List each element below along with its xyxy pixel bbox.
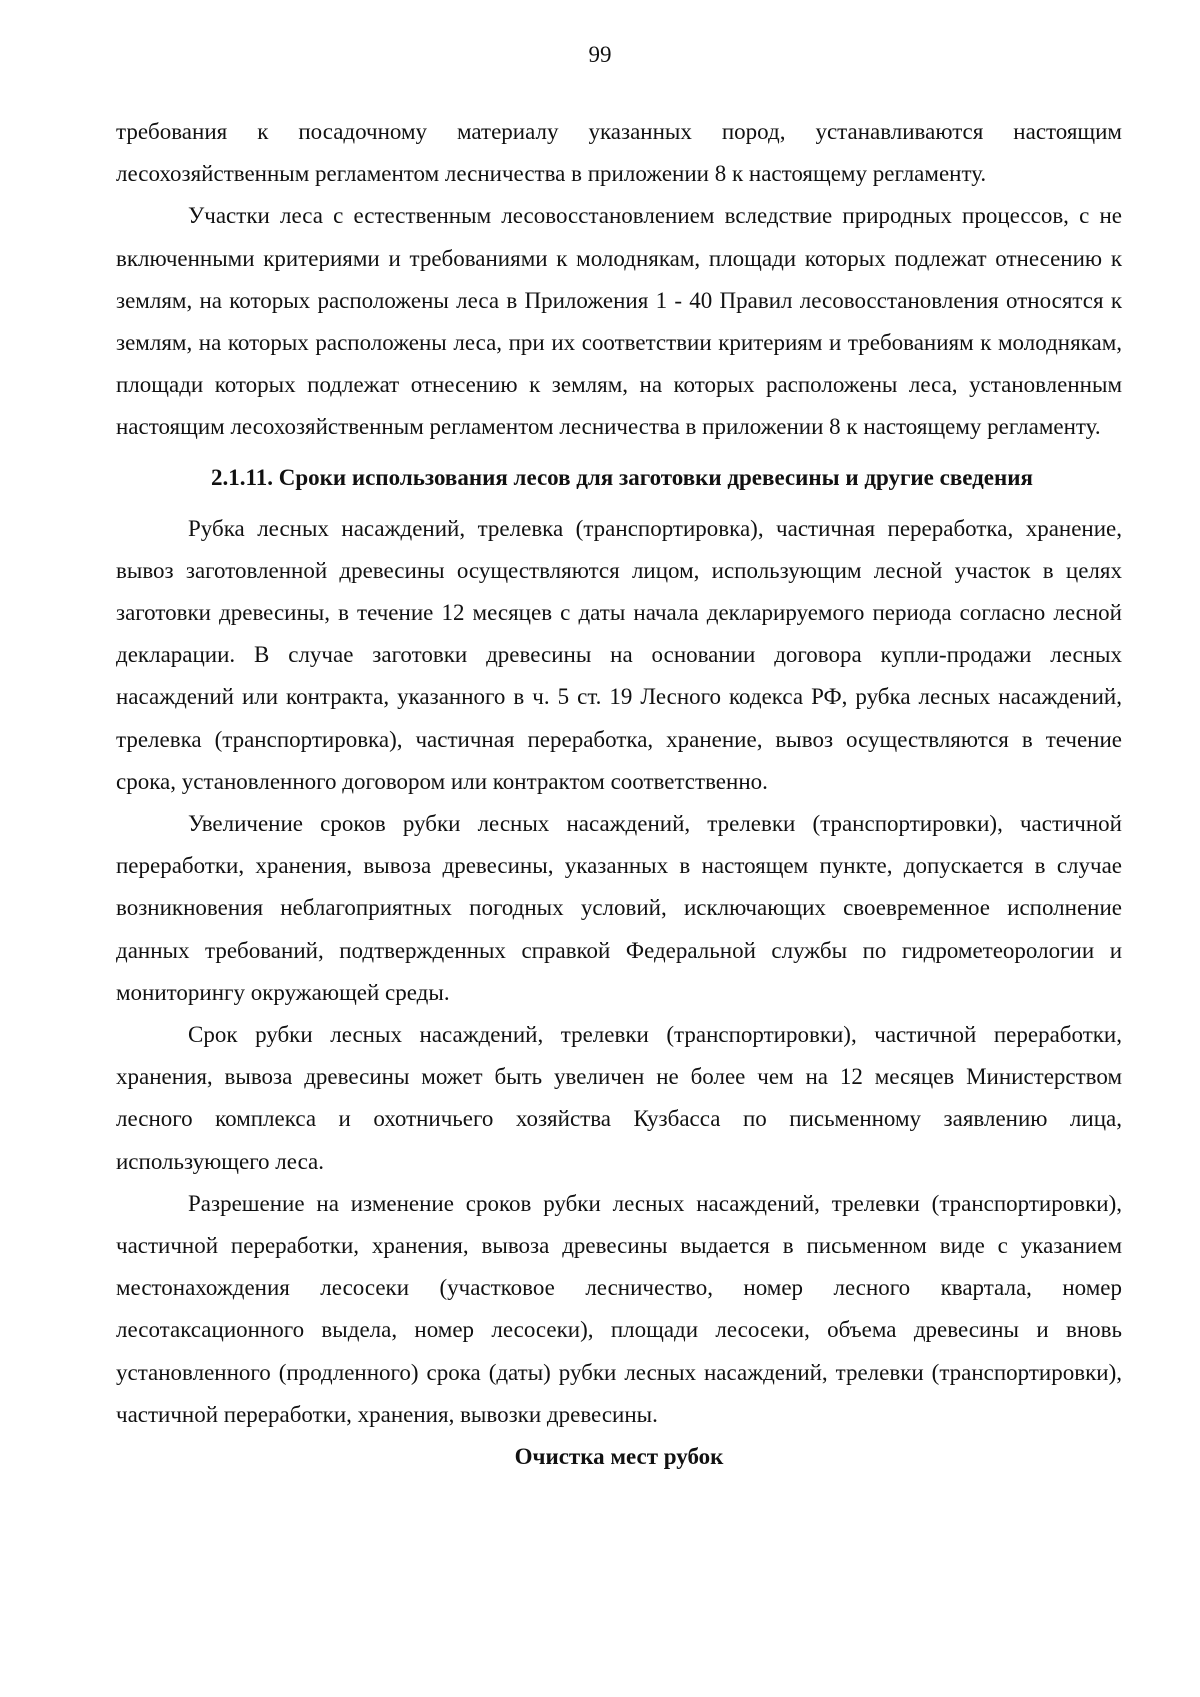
page-number: 99: [588, 42, 612, 67]
paragraph-permission: Разрешение на изменение сроков рубки лесных насаждений, трелевки (транспортировки), частичной переработки, хранения, вывоза древесины выдается в письменном виде с указанием местонахождения лесосеки (участковое лесничество, номер лесного квартала, номер лесотаксационного выдела, номер лесосеки), площади лесосеки, объема древесины и вновь установленного (продленного) срока (даты) рубки лесных насаждений, трелевки (транспортировки), частичной переработки, хранения, вывозки древесины.: [116, 1190, 1122, 1427]
paragraph-felling-terms: Рубка лесных насаждений, трелевка (транспортировка), частичная переработка, хранение, вывоз заготовленной древесины осуществляются лицом, использующим лесной участок в целях заготовки древесины, в течение 12 месяцев с даты начала декларируемого периода согласно лесной декларации. В случае заготовки древесины на основании договора купли-продажи лесных насаждений или контракта, указанного в ч. 5 ст. 19 Лесного кодекса РФ, рубка лесных насаждений, трелевка (транспортировка), частичная переработка, хранение, вывоз осуществляются в течение срока, установленного договором или контрактом соответственно.: [116, 515, 1122, 794]
section-heading-cleanup: Очистка мест рубок: [514, 1444, 724, 1470]
paragraph-term-extension: Увеличение сроков рубки лесных насаждений, трелевки (транспортировки), частичной переработки, хранения, вывоза древесины, указанных в настоящем пункте, допускается в случае возникновения неблагоприятных погодных условий, исключающих своевременное исполнение данных требований, подтвержденных справкой Федеральной службы по гидрометеорологии и мониторингу окружающей среды.: [116, 811, 1122, 1005]
paragraph-planting-material: требования к посадочному материалу указанных пород, устанавливаются настоящим лесохозяйственным регламентом лесничества в приложении 8 к настоящему регламенту.: [116, 119, 1122, 187]
section-heading-2-1-11: 2.1.11. Сроки использования лесов для заготовки древесины и другие сведения: [211, 464, 1033, 490]
page-content: [116, 111, 1122, 1487]
paragraph-extension-limit: Срок рубки лесных насаждений, трелевки (транспортировки), частичной переработки, хранения, вывоза древесины может быть увеличен не более чем на 12 месяцев Министерством лесного комплекса и охотничьего хозяйства Кузбасса по письменному заявлению лица, использующего леса.: [116, 1022, 1122, 1174]
paragraph-natural-regeneration: Участки леса с естественным лесовосстановлением вследствие природных процессов, с не включенными критериями и требованиями к молоднякам, площади которых подлежат отнесению к землям, на которых расположены леса в Приложения 1 - 40 Правил лесовосстановления относятся к землям, на которых расположены леса, при их соответствии критериям и требованиям к молоднякам, площади которых подлежат отнесению к землям, на которых расположены леса, установленным настоящим лесохозяйственным регламентом лесничества в приложении 8 к настоящему регламенту.: [116, 203, 1122, 440]
